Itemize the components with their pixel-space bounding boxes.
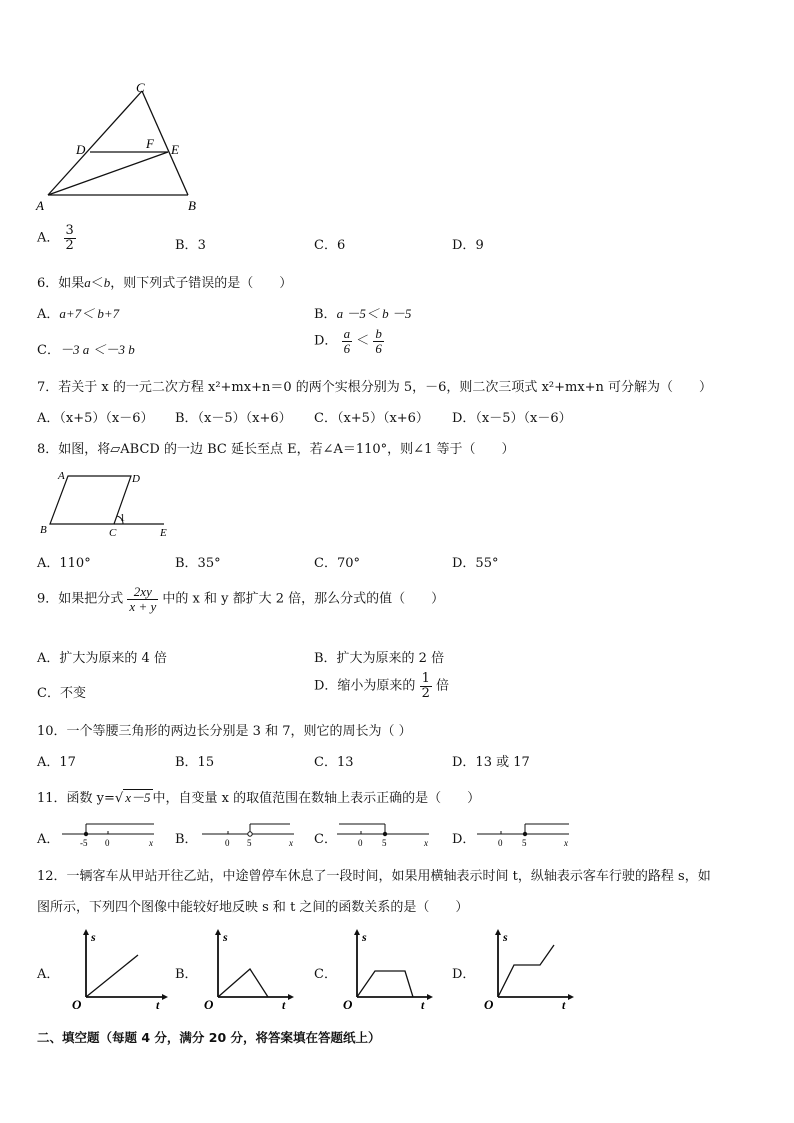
q11-option-a-letter[interactable]: A． [37,832,60,847]
svg-text:0: 0 [358,838,363,848]
q12-stem-line1: 12．一辆客车从甲站开往乙站，中途曾停车休息了一段时间，如果用横轴表示时间 t，纵轴表示客车行驶的路程 s，如 [37,869,711,884]
svg-text:s: s [362,930,367,944]
parallelogram-figure [36,468,186,540]
label-f: F [146,136,154,151]
q10-option-c[interactable]: C．13 [314,755,354,770]
q8-option-b[interactable]: B．35° [175,556,221,571]
svg-text:A: A [58,470,65,482]
q11-option-b-letter[interactable]: B． [175,832,198,847]
q6-option-b[interactable]: B．a －5＜ b －5 [314,306,412,322]
q12-option-b-letter[interactable]: B． [175,967,198,982]
svg-text:s: s [91,930,96,944]
q12-option-d-letter[interactable]: D． [452,967,476,982]
q5-option-b[interactable] [175,234,206,253]
svg-text:O: O [484,997,494,1010]
q11-option-d-letter[interactable]: D． [452,832,476,847]
option-text: 3 [197,238,206,253]
q10-stem: 10．一个等腰三角形的两边长分别是 3 和 7，则它的周长为（ ） [37,724,412,739]
option-letter: C． [314,238,337,253]
svg-text:1: 1 [120,513,125,524]
q12-option-a-letter[interactable]: A． [37,967,60,982]
q8-option-c[interactable]: C．70° [314,556,360,571]
q9-option-b[interactable]: B．扩大为原来的 2 倍 [314,651,445,666]
triangle-figure [30,80,220,215]
svg-text:x: x [289,838,293,848]
graph-a [62,925,172,1010]
svg-text:O: O [343,997,353,1010]
number-line-d [475,820,575,850]
q9-option-c[interactable]: C．不变 [37,686,86,701]
svg-text:t: t [156,998,160,1010]
svg-text:5: 5 [382,838,387,848]
svg-text:t: t [282,998,286,1010]
graph-d [474,925,584,1010]
q11-option-c-letter[interactable]: C． [314,832,337,847]
q6-option-c[interactable]: C．－3 a ＜－3 b [37,342,135,358]
svg-text:O: O [204,997,214,1010]
svg-text:C: C [109,527,117,539]
q9-option-a[interactable]: A．扩大为原来的 4 倍 [37,651,167,666]
q5-option-c[interactable] [314,234,345,253]
label-a: A [36,198,44,213]
label-e: E [171,142,179,157]
svg-text:x: x [424,838,428,848]
svg-text:D: D [132,473,140,485]
fraction: $\frac{3}{2}$ [65,223,74,253]
svg-text:t: t [421,998,425,1010]
svg-text:0: 0 [105,838,110,848]
q10-option-a[interactable]: A．17 [37,755,76,770]
graph-b [194,925,304,1010]
q9-option-d[interactable]: D．缩小为原来的 $\frac{1}{2}$ 倍 [314,671,450,701]
svg-text:x: x [149,838,153,848]
q7-option-a[interactable]: A．（x+5）（x－6） [37,411,154,426]
number-line-b [200,820,300,850]
number-line-a [60,820,160,850]
number-line-c [335,820,435,850]
q8-option-a[interactable]: A．110° [37,556,91,571]
svg-text:5: 5 [247,838,252,848]
q10-option-d[interactable]: D．13 或 17 [452,755,530,770]
svg-text:s: s [503,930,508,944]
svg-text:s: s [223,930,228,944]
svg-text:-5: -5 [80,838,88,848]
section-title: 二、填空题（每题 4 分，满分 20 分，将答案填在答题纸上） [37,1030,381,1045]
svg-text:x: x [564,838,568,848]
q8-option-d[interactable]: D．55° [452,556,499,571]
q7-option-d[interactable]: D．（x－5）（x－6） [452,411,572,426]
q5-option-d[interactable] [452,234,484,253]
label-d: D [76,142,86,157]
q6-option-a[interactable]: A．a+7＜ b+7 [37,306,120,322]
q5-option-a[interactable] [37,224,76,252]
option-letter: A． [37,230,60,246]
svg-text:0: 0 [498,838,503,848]
svg-text:B: B [40,524,47,536]
q11-stem: 11．函数 y=√ x－5 中，自变量 x 的取值范围在数轴上表示正确的是（ ） [37,790,481,806]
q10-option-b[interactable]: B．15 [175,755,215,770]
q12-stem-line2: 图所示，下列四个图像中能较好地反映 s 和 t 之间的函数关系的是（ ） [37,900,469,915]
q6-stem: 6．如果a＜b，则下列式子错误的是（ ） [37,275,293,291]
label-c: C [136,80,145,95]
option-letter: B． [175,238,198,253]
svg-text:0: 0 [225,838,230,848]
svg-text:5: 5 [522,838,527,848]
q6-option-d[interactable]: D． $\frac{a}{6}$ ＜ $\frac{b}{6}$ [314,326,382,356]
q7-stem: 7．若关于 x 的一元二次方程 x²+mx+n＝0 的两个实根分别为 5，－6，则二次三项式 x²+mx+n 可分解为（ ） [37,380,713,395]
option-text: 9 [475,238,484,253]
q7-option-b[interactable]: B．（x－5）（x+6） [175,411,292,426]
q7-option-c[interactable]: C．（x+5）（x+6） [314,411,429,426]
option-letter: D． [452,238,476,253]
label-b: B [188,198,196,213]
option-text: 6 [336,238,346,253]
q8-stem: 8．如图，将▱ABCD 的一边 BC 延长至点 E，若∠A＝110°，则∠1 等于（ ） [37,442,515,457]
svg-text:O: O [72,997,82,1010]
q12-option-c-letter[interactable]: C． [314,967,337,982]
svg-text:t: t [562,998,566,1010]
svg-text:E: E [160,527,167,539]
graph-c [333,925,443,1010]
q9-stem: 9．如果把分式 $\frac{2xy}{x + y}$ 中的 x 和 y 都扩大 2 倍，那么分式的值（ ） [37,584,445,614]
